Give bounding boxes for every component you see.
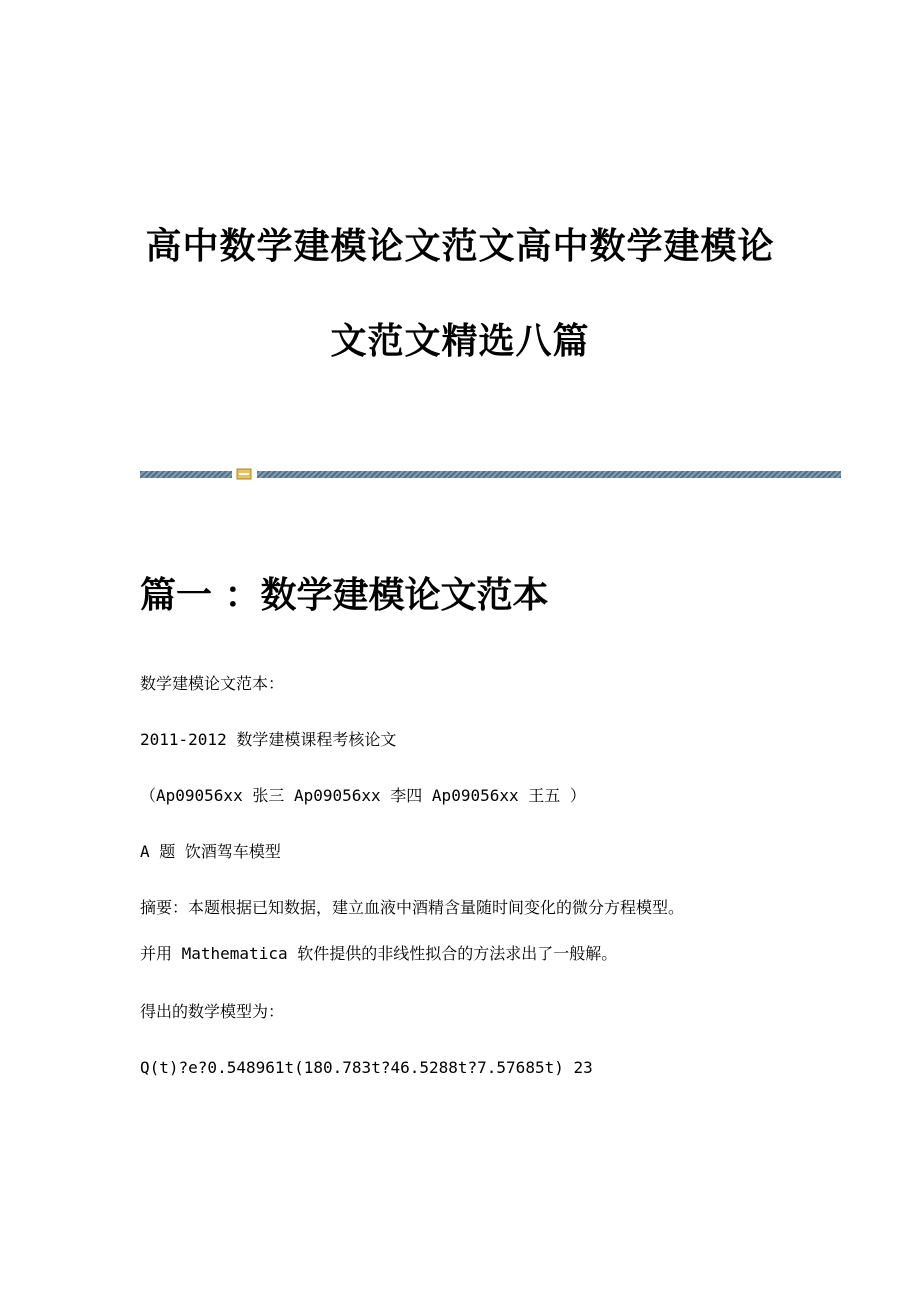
paragraph: A 题 饮酒驾车模型 — [140, 842, 281, 861]
divider-ornament-icon — [236, 468, 252, 480]
paragraph: 并用 Mathematica 软件提供的非线性拟合的方法求出了一般解。 — [140, 944, 618, 963]
paragraph: 摘要：本题根据已知数据，建立血液中酒精含量随时间变化的微分方程模型。 — [140, 898, 685, 917]
divider-bar-left — [140, 471, 232, 478]
paragraph: （Ap09056xx 张三 Ap09056xx 李四 Ap09056xx 王五 ） — [140, 786, 586, 805]
document-title-line-2: 文范文精选八篇 — [330, 320, 590, 362]
paragraph: 数学建模论文范本： — [140, 674, 285, 693]
paragraph: 得出的数学模型为： — [140, 1002, 285, 1021]
section-divider — [140, 468, 841, 480]
document-title-line-1: 高中数学建模论文范文高中数学建模论 — [145, 225, 775, 267]
divider-bar-right — [257, 471, 841, 478]
formula-line: Q(t)?e?0.548961t(180.783t?46.5288t?7.57685t) 23 — [140, 1058, 593, 1077]
paragraph: 2011-2012 数学建模课程考核论文 — [140, 730, 397, 749]
section-heading: 篇一 ：数学建模论文范本 — [140, 574, 549, 616]
